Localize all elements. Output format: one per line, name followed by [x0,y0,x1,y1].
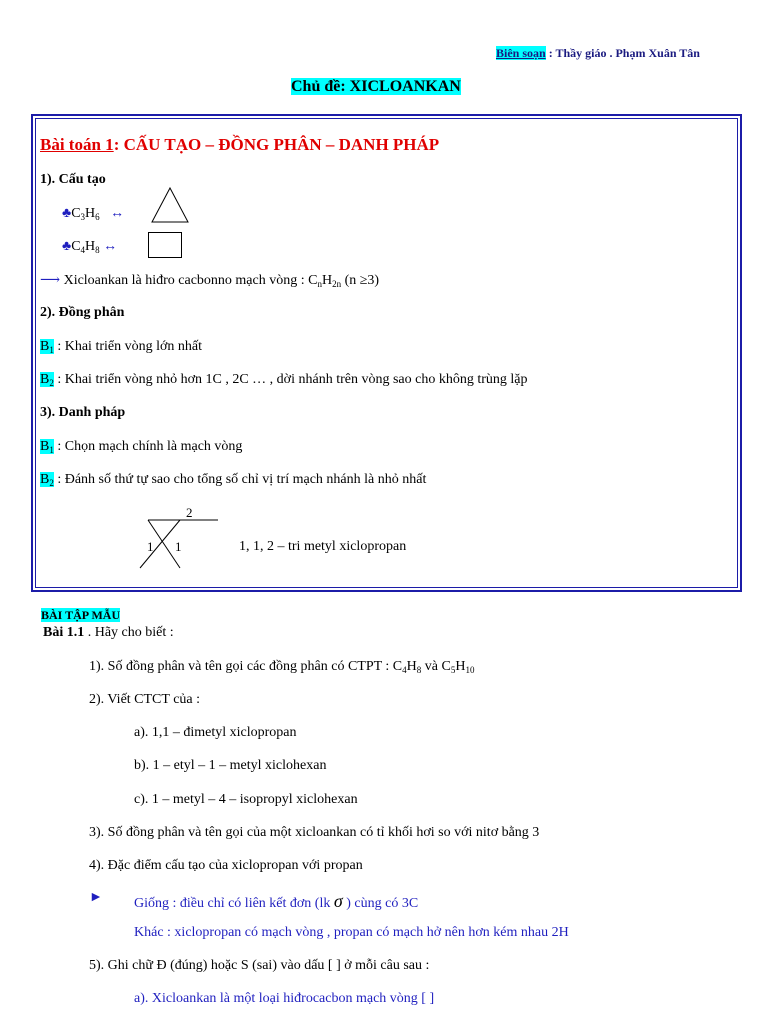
step-b: B [40,472,50,487]
q1-h: H [406,659,417,674]
exercise-heading [41,608,120,623]
diagram-label-2: 2 [186,505,193,520]
formula-h: H [321,273,333,288]
q1-h2: H [455,659,466,674]
c4h8-h-sub: 8 [95,245,100,255]
step-label [40,372,54,387]
step-sub: 2 [49,478,54,488]
question-2b: b). 1 – etyl – 1 – metyl xiclohexan [134,758,327,773]
q1-text: 1). Số đồng phân và tên gọi các đồng phân có CTPT : C [89,659,403,674]
step-sub: 2 [49,378,54,388]
formula-condition: (n ≥3) [341,273,380,288]
step-label [40,472,54,487]
square-icon [148,232,182,258]
step-b: B [40,439,50,454]
step-text: : Chọn mạch chính là mạch vòng [53,439,243,454]
box-title [40,135,439,155]
answer-same-b: ) cùng có 3C [342,896,419,911]
formula-n-sub: n [317,279,322,289]
c3h6-h-sub: 6 [95,212,100,222]
formula-2n-sub: 2n [332,279,342,289]
naming-step-2 [40,472,426,488]
naming-step-1 [40,439,242,455]
box-title-prefix: Bài toán 1 [40,135,114,154]
topic-title [291,78,461,96]
c4h8-h: H [85,239,96,254]
c4h8-c: C [71,239,81,254]
step-text: : Khai triển vòng nhỏ hơn 1C , 2C … , dời nhánh trên vòng sao cho không trùng lặp [53,372,528,387]
author-name: : Thầy giáo . Phạm Xuân Tân [545,46,700,60]
c4h8-line [62,239,117,255]
triangle-icon [150,186,190,224]
c3h6-h: H [85,206,96,221]
step-b: B [40,372,50,387]
formula-text: Xicloankan là hiđro cacbonno mạch vòng : C [60,273,318,288]
q1-sub1: 4 [402,665,407,675]
question-4: 4). Đặc điểm cấu tạo của xiclopropan với propan [89,858,363,873]
double-arrow-icon: ↔ [110,206,125,221]
step-sub: 1 [49,445,54,455]
step-label [40,439,54,454]
section-structure-title: 1). Cấu tạo [40,172,106,187]
c3h6-c-sub: 3 [80,212,86,222]
question-2a: a). 1,1 – đimetyl xiclopropan [134,725,297,740]
diagram-label-1b: 1 [175,539,182,554]
question-5a: a). Xicloankan là một loại hiđrocacbon mạch vòng [ ] [134,991,435,1006]
exercise-prompt: . Hãy cho biết : [84,625,174,640]
answer-same-a: Giống : điều chỉ có liên kết đơn (lk [134,896,334,911]
q1-sub3: 5 [450,665,456,675]
q1-and: và C [421,659,451,674]
answer-diff: Khác : xiclopropan có mạch vòng , propan có mạch hở nên hơn kém nhau 2H [134,925,569,940]
section-naming-title: 3). Danh pháp [40,405,126,420]
q1-sub2: 8 [416,665,422,675]
step-text: : Đánh số thứ tự sao cho tổng số chỉ vị trí mạch nhánh là nhỏ nhất [53,472,427,487]
step-b: B [40,339,50,354]
exercise-intro [43,625,174,641]
long-arrow-icon: ⟶ [40,273,61,288]
club-bullet-icon: ♣ [62,239,72,254]
question-5: 5). Ghi chữ Đ (đúng) hoặc S (sai) vào dấu [ ] ở mỗi câu sau : [89,958,430,973]
answer-marker-icon: ► [89,890,103,905]
question-1 [89,659,474,675]
c3h6-line [62,206,124,222]
box-title-rest: : CẤU TẠO – ĐỒNG PHÂN – DANH PHÁP [113,135,440,154]
exercise-heading-text: BÀI TẬP MẪU [41,608,121,622]
question-3: 3). Số đồng phân và tên gọi của một xicloankan có tỉ khối hơi so với nitơ bằng 3 [89,825,540,840]
c4h8-c-sub: 4 [80,245,86,255]
sigma-symbol: σ [333,891,343,911]
section-isomer-title: 2). Đồng phân [40,305,125,320]
c3h6-c: C [71,206,81,221]
topic-title-text: Chủ đề: XICLOANKAN [291,78,461,95]
isomer-step-2 [40,372,528,388]
club-bullet-icon: ♣ [62,206,72,221]
step-label [40,339,54,354]
question-2c: c). 1 – metyl – 4 – isopropyl xiclohexan [134,792,358,807]
author-line [496,46,700,61]
general-formula-line [40,272,379,289]
question-2: 2). Viết CTCT của : [89,692,201,707]
diagram-label-1a: 1 [147,539,154,554]
author-label: Biên soạn [496,46,546,60]
double-arrow-icon: ↔ [103,239,118,254]
diagram-compound-name: 1, 1, 2 – tri metyl xiclopropan [239,539,407,554]
step-sub: 1 [49,345,54,355]
answer-same [134,891,418,912]
isomer-step-1 [40,339,202,355]
exercise-number: Bài 1.1 [43,625,85,640]
step-text: : Khai triển vòng lớn nhất [53,339,202,354]
q1-sub4: 10 [465,665,475,675]
